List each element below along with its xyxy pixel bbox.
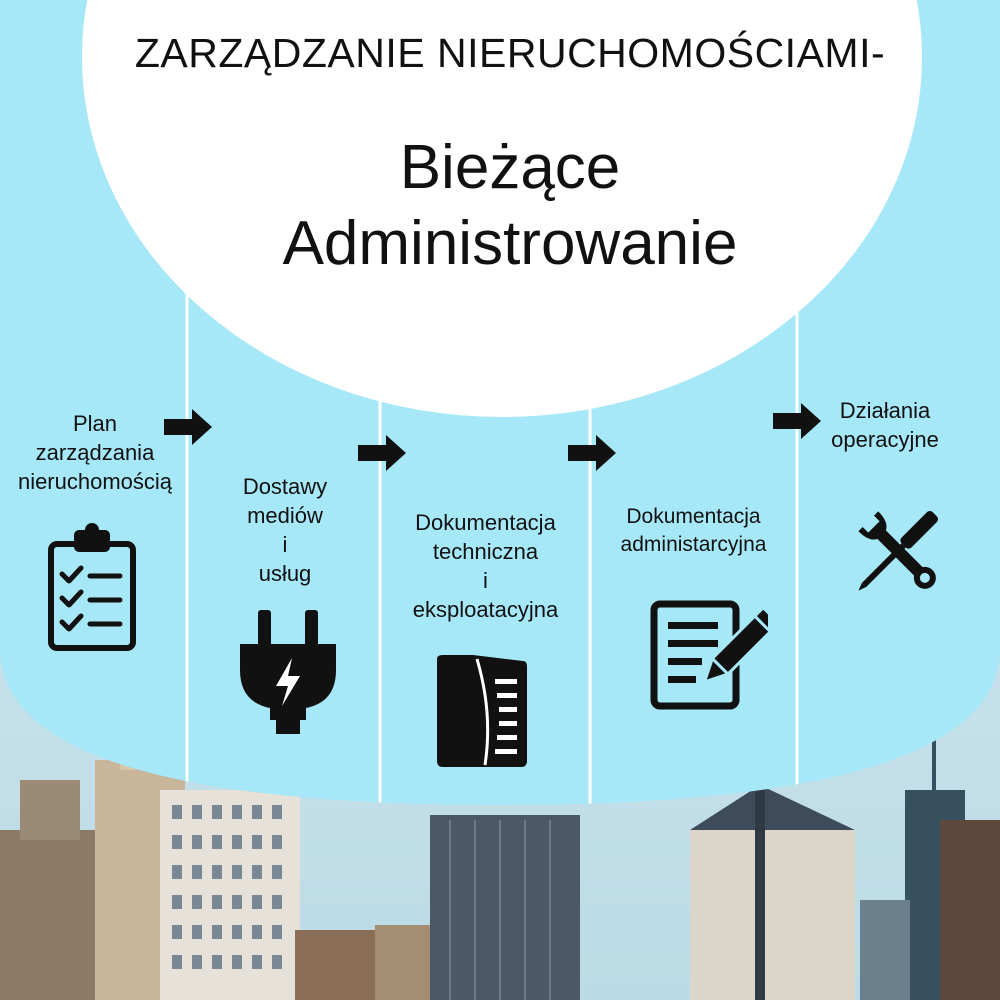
arrow-right-icon xyxy=(358,433,408,473)
step-operations-label: Działania operacyjne xyxy=(831,398,939,452)
step-admin-docs-label: Dokumentacja administarcyjna xyxy=(620,505,767,556)
page-subtitle: ZARZĄDZANIE NIERUCHOMOŚCIAMI- xyxy=(134,30,886,76)
page-title-line-2: Administrowanie xyxy=(282,209,738,278)
step-technical-docs-label: Dokumentacja techniczna i eksploatacyjna xyxy=(412,510,559,622)
page-title-line-1: Bieżące xyxy=(399,133,621,202)
page-title xyxy=(100,130,920,282)
clipboard-checklist-icon xyxy=(48,522,136,652)
arrow-right-icon xyxy=(568,433,618,473)
power-plug-icon xyxy=(240,610,336,735)
wrench-screwdriver-icon xyxy=(850,503,946,599)
document-binder-icon xyxy=(433,653,529,770)
document-pen-icon xyxy=(650,600,768,710)
step-plan-label: Plan zarządzania nieruchomością xyxy=(17,411,173,494)
step-media-label: Dostawy mediów i usług xyxy=(242,474,328,586)
